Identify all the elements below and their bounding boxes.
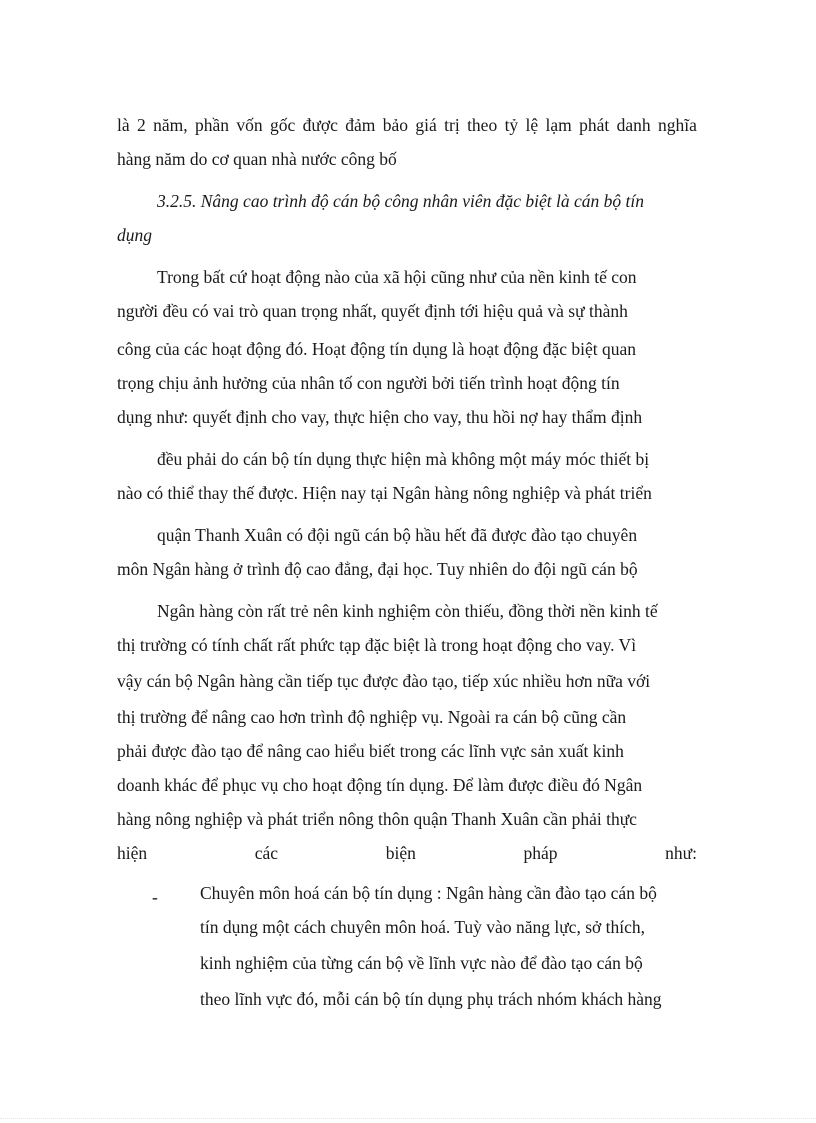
- paragraph-line: thị trường có tính chất rất phức tạp đặc biệt là trong hoạt động cho vay. Vì: [117, 635, 637, 655]
- word: như:: [665, 843, 697, 863]
- paragraph-line: nào có thiể thay thế được. Hiện nay tại Ngân hàng nông nghiệp và phát triển: [117, 483, 652, 503]
- list-item-line: kinh nghiệm của từng cán bộ về lĩnh vực nào để đào tạo cán bộ: [200, 953, 643, 973]
- paragraph-line: công của các hoạt động đó. Hoạt động tín dụng là hoạt động đặc biệt quan: [117, 339, 637, 359]
- paragraph-line: trọng chịu ảnh hưởng của nhân tố con người bởi tiến trình hoạt động tín: [117, 373, 620, 393]
- word: các: [254, 843, 279, 863]
- section-heading-continued: dụng: [117, 225, 152, 245]
- list-item-line: theo lĩnh vực đó, mỗi cán bộ tín dụng phụ trách nhóm khách hàng: [200, 989, 662, 1009]
- paragraph-line: Ngân hàng còn rất trẻ nên kinh nghiệm còn thiếu, đồng thời nền kinh tế: [157, 601, 658, 621]
- paragraph-line: Trong bất cứ hoạt động nào của xã hội cũng như của nền kinh tế con: [157, 267, 637, 287]
- paragraph-line: vậy cán bộ Ngân hàng cần tiếp tục được đào tạo, tiếp xúc nhiều hơn nữa với: [117, 671, 651, 691]
- section-heading: 3.2.5. Nâng cao trình độ cán bộ công nhân viên đặc biệt là cán bộ tín: [157, 191, 645, 211]
- word: hiện: [117, 843, 148, 863]
- paragraph-line: phải được đào tạo để nâng cao hiểu biết trong các lĩnh vực sản xuất kinh: [117, 741, 624, 761]
- paragraph-line: người đều có vai trò quan trọng nhất, quyết định tới hiệu quả và sự thành: [117, 301, 628, 321]
- list-item-line: Chuyên môn hoá cán bộ tín dụng : Ngân hàng cần đào tạo cán bộ: [200, 883, 657, 903]
- paragraph-line: doanh khác để phục vụ cho hoạt động tín dụng. Để làm được điều đó Ngân: [117, 775, 643, 795]
- paragraph-last-line: [117, 842, 697, 864]
- paragraph-line: quận Thanh Xuân có đội ngũ cán bộ hầu hết đã được đào tạo chuyên: [157, 525, 638, 545]
- paragraph-line: môn Ngân hàng ở trình độ cao đẳng, đại học. Tuy nhiên do đội ngũ cán bộ: [117, 559, 638, 579]
- paragraph-line: thị trường để nâng cao hơn trình độ nghiệp vụ. Ngoài ra cán bộ cũng cần: [117, 707, 627, 727]
- word: pháp: [523, 843, 558, 863]
- paragraph-line: dụng như: quyết định cho vay, thực hiện cho vay, thu hồi nợ hay thẩm định: [117, 407, 643, 427]
- list-bullet: -: [152, 887, 158, 907]
- page-bottom-divider: [0, 1118, 816, 1119]
- word: biện: [385, 843, 416, 863]
- paragraph-line: hàng nông nghiệp và phát triển nông thôn quận Thanh Xuân cần phải thực: [117, 809, 637, 829]
- paragraph-line: hàng năm do cơ quan nhà nước công bố: [117, 149, 397, 169]
- paragraph-line: là 2 năm, phần vốn gốc được đảm bảo giá trị theo tỷ lệ lạm phát danh nghĩa: [117, 115, 697, 135]
- paragraph-line: đều phải do cán bộ tín dụng thực hiện mà không một máy móc thiết bị: [157, 449, 650, 469]
- list-item-line: tín dụng một cách chuyên môn hoá. Tuỳ vào năng lực, sở thích,: [200, 917, 646, 937]
